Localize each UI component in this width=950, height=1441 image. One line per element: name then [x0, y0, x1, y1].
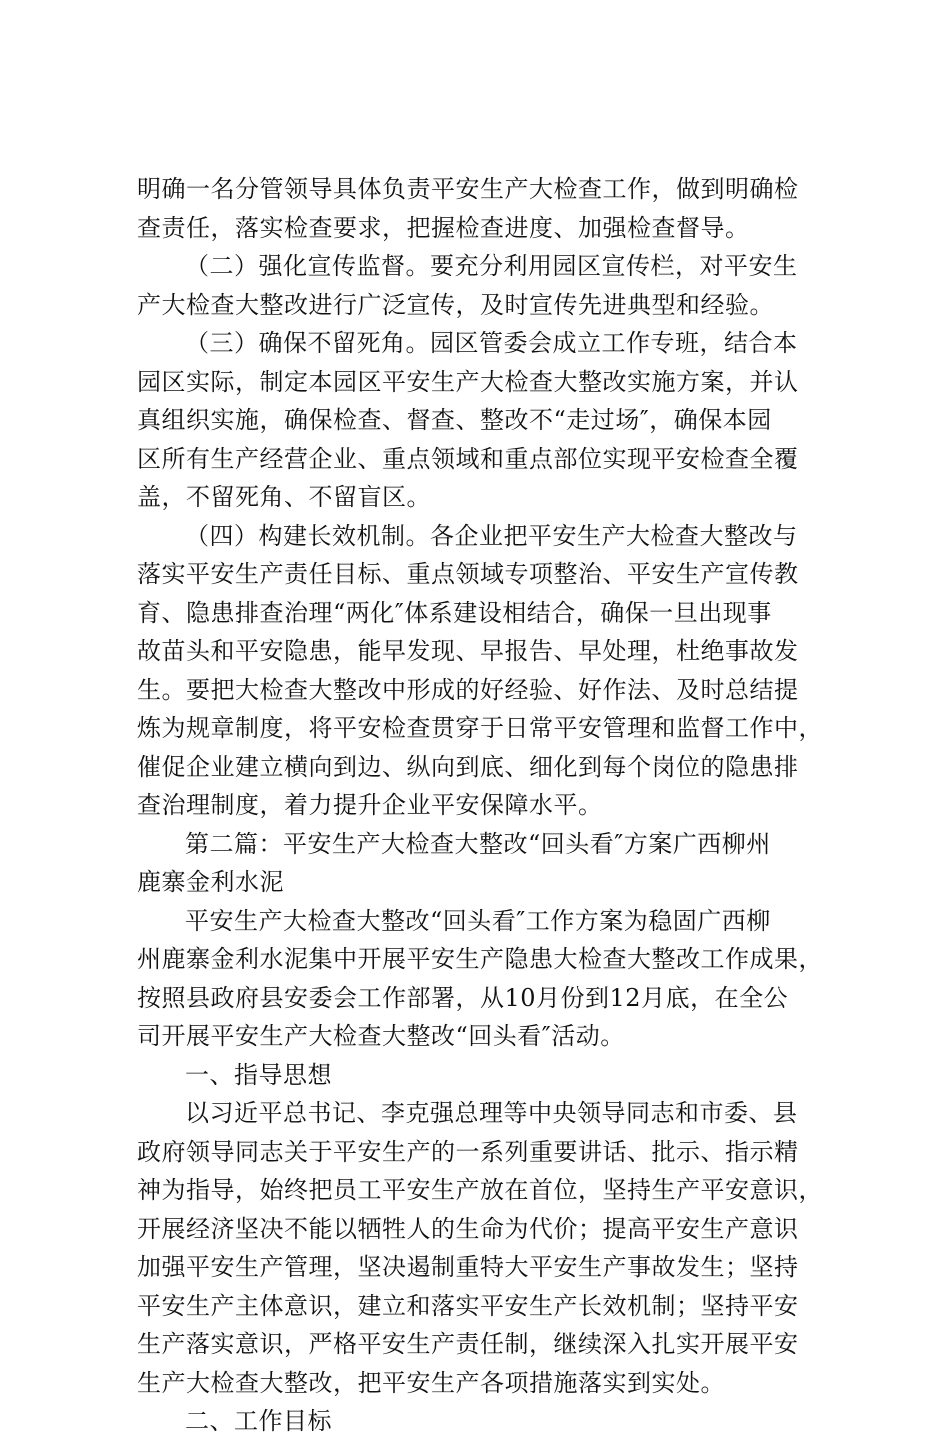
text-line: 神为指导，始终把员工平安生产放在首位，坚持生产平安意识，: [137, 1176, 823, 1204]
text-line: 平安生产大检查大整改“回头看″工作方案为稳固广西柳: [185, 906, 771, 935]
text-line: 区所有生产经营企业、重点领域和重点部位实现平安检查全覆: [137, 444, 799, 473]
text-line: 二、工作目标: [185, 1407, 332, 1435]
text-line: 育、隐患排查治理“两化″体系建设相结合，确保一旦出现事: [137, 598, 772, 627]
text-line: 生产落实意识，严格平安生产责任制，继续深入扎实开展平安: [137, 1330, 799, 1358]
text-line: 开展经济坚决不能以牺牲人的生命为代价；提高平安生产意识: [137, 1214, 799, 1243]
text-line: 政府领导同志关于平安生产的一系列重要讲话、批示、指示精: [137, 1137, 799, 1166]
text-line: 查治理制度，着力提升企业平安保障水平。: [137, 791, 603, 819]
text-line: 查责任，落实检查要求，把握检查进度、加强检查督导。: [137, 213, 750, 242]
text-line: 真组织实施，确保检查、督查、整改不“走过场″，确保本园: [137, 406, 772, 434]
text-line: 州鹿寨金利水泥集中开展平安生产隐患大检查大整改工作成果，: [137, 945, 823, 973]
text-line: 生。要把大检查大整改中形成的好经验、好作法、及时总结提: [137, 675, 799, 704]
text-line: 按照县政府县安委会工作部署，从10月份到12月底，在全公: [137, 983, 789, 1012]
text-line: 一、指导思想: [185, 1060, 332, 1089]
document-body: [137, 170, 827, 1441]
text-line: （三）确保不留死角。园区管委会成立工作专班，结合本: [185, 329, 798, 357]
text-line: 平安生产主体意识，建立和落实平安生产长效机制；坚持平安: [137, 1291, 799, 1320]
text-line: 加强平安生产管理，坚决遏制重特大平安生产事故发生；坚持: [137, 1253, 799, 1281]
text-line: 园区实际，制定本园区平安生产大检查大整改实施方案，并认: [137, 367, 799, 396]
text-line: 明确一名分管领导具体负责平安生产大检查工作，做到明确检: [137, 175, 799, 203]
text-line: 炼为规章制度，将平安检查贯穿于日常平安管理和监督工作中，: [137, 714, 823, 742]
text-line: （四）构建长效机制。各企业把平安生产大检查大整改与: [185, 521, 798, 550]
text-line: 以习近平总书记、李克强总理等中央领导同志和市委、县: [185, 1099, 798, 1127]
text-line: （二）强化宣传监督。要充分利用园区宣传栏，对平安生: [185, 252, 798, 280]
text-line: 产大检查大整改进行广泛宣传，及时宣传先进典型和经验。: [137, 290, 774, 319]
text-line: 司开展平安生产大检查大整改“回头看″活动。: [137, 1022, 625, 1050]
text-line: 生产大检查大整改，把平安生产各项措施落实到实处。: [137, 1368, 725, 1397]
text-line: 落实平安生产责任目标、重点领域专项整治、平安生产宣传教: [137, 560, 799, 588]
text-line: 故苗头和平安隐患，能早发现、早报告、早处理，杜绝事故发: [137, 637, 799, 665]
text-line: 第二篇：平安生产大检查大整改“回头看″方案广西柳州: [185, 829, 771, 858]
text-line: 鹿寨金利水泥: [137, 868, 284, 896]
text-line: 催促企业建立横向到边、纵向到底、细化到每个岗位的隐患排: [137, 752, 799, 781]
text-line: 盖，不留死角、不留盲区。: [137, 483, 431, 511]
